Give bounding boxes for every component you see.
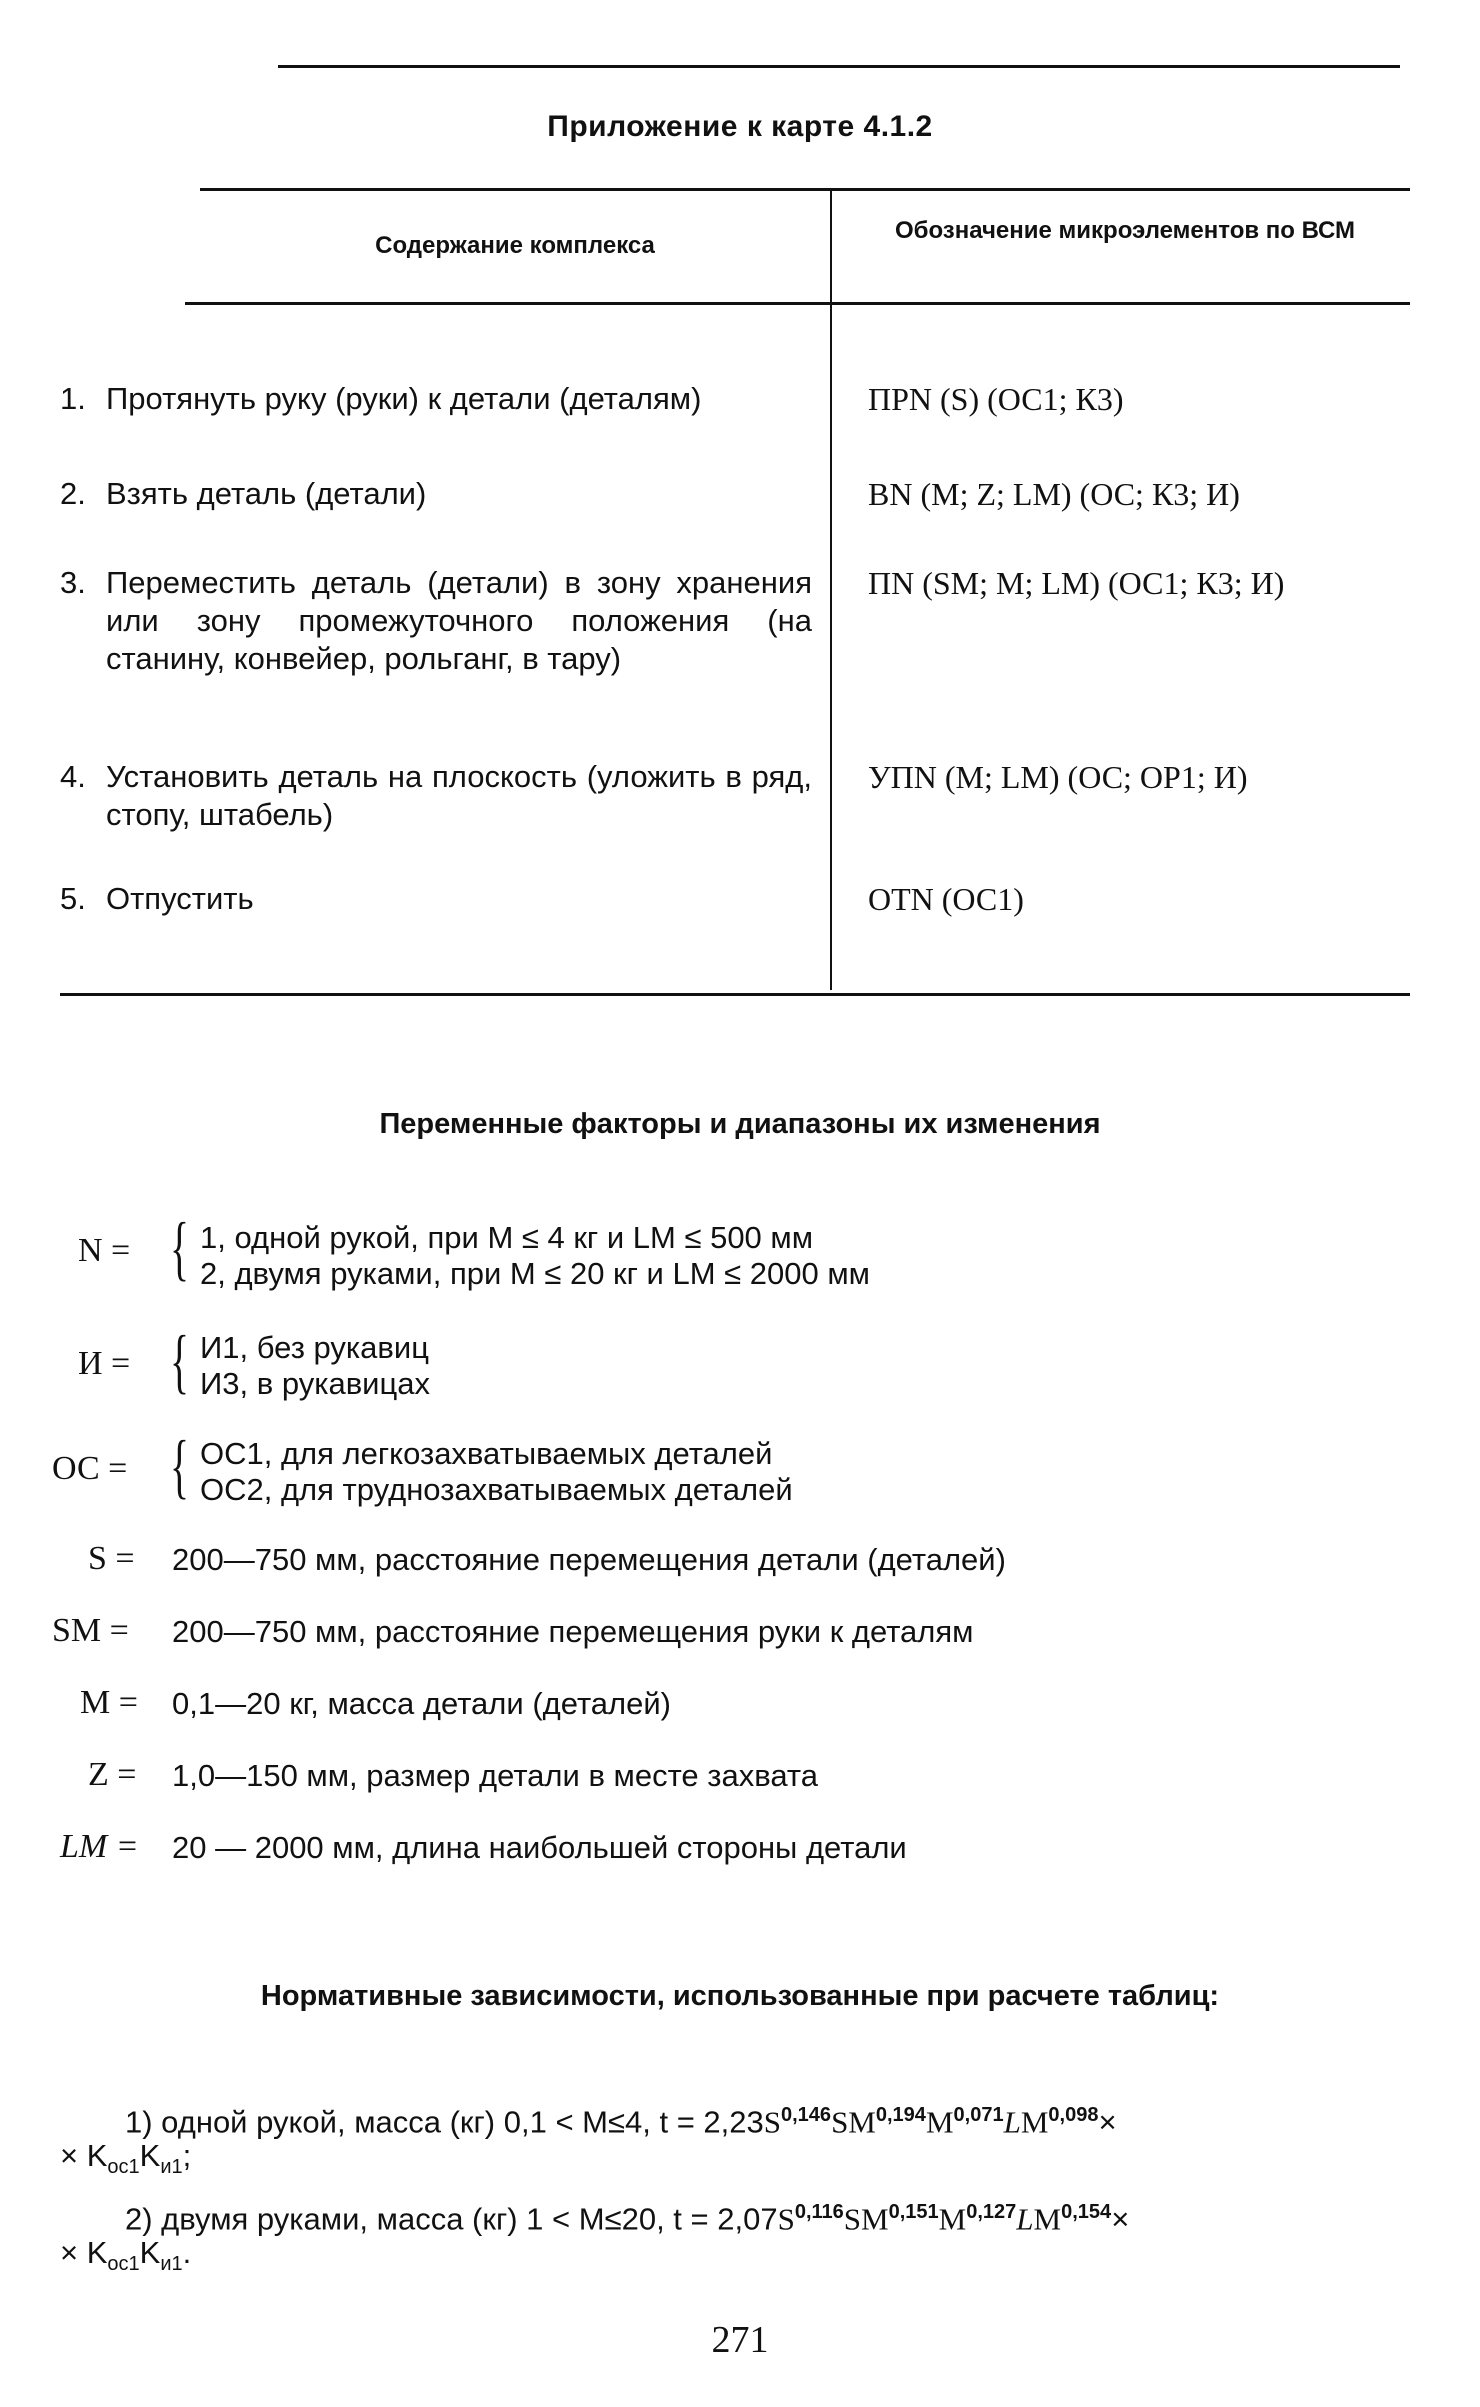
norm-prefix: 1) одной рукой, масса (кг) 0,1 < M≤4, t = 2,23	[125, 2104, 764, 2140]
exponent: 0,146	[781, 2104, 832, 2126]
brace-icon: {	[170, 1208, 190, 1288]
factor-range: 20 — 2000 мм, длина наибольшей стороны детали	[172, 1830, 907, 1865]
norm-tail: × K	[60, 2138, 108, 2173]
factor-range: 1,0—150 мм, размер детали в месте захвата	[172, 1758, 819, 1793]
row-number: 3.	[60, 565, 86, 600]
factor-range: 0,1—20 кг, масса детали (деталей)	[172, 1686, 671, 1721]
factor-option: ОС2, для труднозахватываемых деталей	[200, 1472, 793, 1507]
table-row	[60, 380, 812, 420]
table-row	[60, 475, 812, 515]
subscript: ос1	[107, 2156, 140, 2179]
norm-tail: × K	[60, 2235, 108, 2270]
factor-option: ОС1, для легкозахватываемых деталей	[200, 1436, 773, 1471]
factor-symbol: SM =	[52, 1612, 129, 1649]
factor-symbol: N =	[78, 1232, 131, 1269]
table-bottom-rule	[60, 993, 1410, 996]
exponent: 0,154	[1061, 2201, 1112, 2223]
brace-icon: {	[170, 1321, 190, 1401]
appendix-title: Приложение к карте 4.1.2	[547, 110, 933, 143]
factor-option: И1, без рукавиц	[200, 1330, 429, 1365]
brace-icon: {	[170, 1426, 190, 1506]
table-row	[60, 758, 812, 838]
subscript: и1	[160, 2156, 183, 2179]
factor-symbol: S =	[88, 1540, 135, 1577]
factor-symbol: Z =	[88, 1756, 137, 1793]
exponent: 0,194	[875, 2104, 926, 2126]
table-top-rule	[200, 188, 1410, 191]
exponent: 0,071	[953, 2104, 1004, 2126]
row-content: Отпустить	[106, 881, 254, 916]
row-number: 4.	[60, 759, 86, 794]
norms-title: Нормативные зависимости, использованные при расчете таблиц:	[260, 1980, 1220, 2012]
table-row	[60, 880, 812, 920]
exponent: 0,098	[1048, 2104, 1099, 2126]
norm-prefix: 2) двумя руками, масса (кг) 1 < M≤20, t = 2,07	[125, 2201, 778, 2237]
norm-formula-one-hand-cont: × $K_{ос1}K_{и1}$;	[60, 2138, 192, 2179]
top-rule	[278, 65, 1400, 68]
row-number: 5.	[60, 881, 86, 916]
factor-symbol: LM =	[60, 1828, 139, 1865]
row-number: 1.	[60, 381, 86, 416]
row-designation: УПN (М; LM) (ОС; ОР1; И)	[868, 759, 1248, 795]
exponent: 0,127	[966, 2201, 1017, 2223]
subscript: ос1	[107, 2253, 140, 2276]
factor-range: 200—750 мм, расстояние перемещения руки к деталям	[172, 1614, 974, 1649]
norm-end: .	[182, 2235, 192, 2270]
factor-option: 1, одной рукой, при M ≤ 4 кг и LM ≤ 500 мм	[200, 1220, 814, 1255]
row-designation: ПN (SM; М; LM) (ОС1; К3; И)	[868, 565, 1285, 601]
row-designation: ВN (М; Z; LM) (ОС; К3; И)	[868, 476, 1240, 512]
factor-symbol: ОС =	[52, 1450, 128, 1487]
factor-option: И3, в рукавицах	[200, 1366, 430, 1401]
row-designation: ОТN (ОС1)	[868, 881, 1024, 917]
row-content: Протянуть руку (руки) к детали (деталям)	[106, 381, 702, 416]
factor-option: 2, двумя руками, при M ≤ 20 кг и LM ≤ 2000 мм	[200, 1256, 870, 1291]
header-content: Содержание комплекса	[375, 232, 655, 259]
norm-formula-two-hands-cont: × $K_{ос1}K_{и1}$.	[60, 2235, 192, 2276]
table-row	[60, 564, 812, 724]
subscript: и1	[160, 2253, 183, 2276]
norm-end: ;	[182, 2138, 192, 2173]
exponent: 0,151	[888, 2201, 939, 2223]
exponent: 0,116	[794, 2201, 844, 2223]
table-header-rule	[185, 302, 1410, 305]
norm-formula-two-hands: 2) двумя руками, масса (кг) 1 < M≤20, $t = 2,07S^{0,116}SM^{0,151}M^{0,127}LM^{0,154}\times$	[125, 2201, 1130, 2237]
factor-range: 200—750 мм, расстояние перемещения детали (деталей)	[172, 1542, 1006, 1577]
row-content: Переместить деталь (детали) в зону хранения или зону промежуточного положения (на станину, конвейер, рольганг, в тару)	[106, 565, 812, 676]
row-content: Взять деталь (детали)	[106, 476, 427, 511]
row-number: 2.	[60, 476, 86, 511]
row-content: Установить деталь на плоскость (уложить в ряд, стопу, штабель)	[106, 759, 812, 832]
factors-title: Переменные факторы и диапазоны их изменения	[379, 1108, 1101, 1140]
factor-symbol: M =	[80, 1684, 138, 1721]
factor-symbol: И =	[78, 1345, 131, 1382]
norm-formula-one-hand: 1) одной рукой, масса (кг) 0,1 < M≤4, $t = 2,23S^{0,146}SM^{0,194}M^{0,071}LM^{0,098}\times$	[125, 2104, 1117, 2140]
table-column-divider	[830, 190, 832, 990]
row-designation: ПРN (S) (ОС1; К3)	[868, 381, 1124, 417]
page-number: 271	[711, 2319, 769, 2361]
header-designation: Обозначение микроэлементов по ВСМ	[894, 217, 1356, 244]
